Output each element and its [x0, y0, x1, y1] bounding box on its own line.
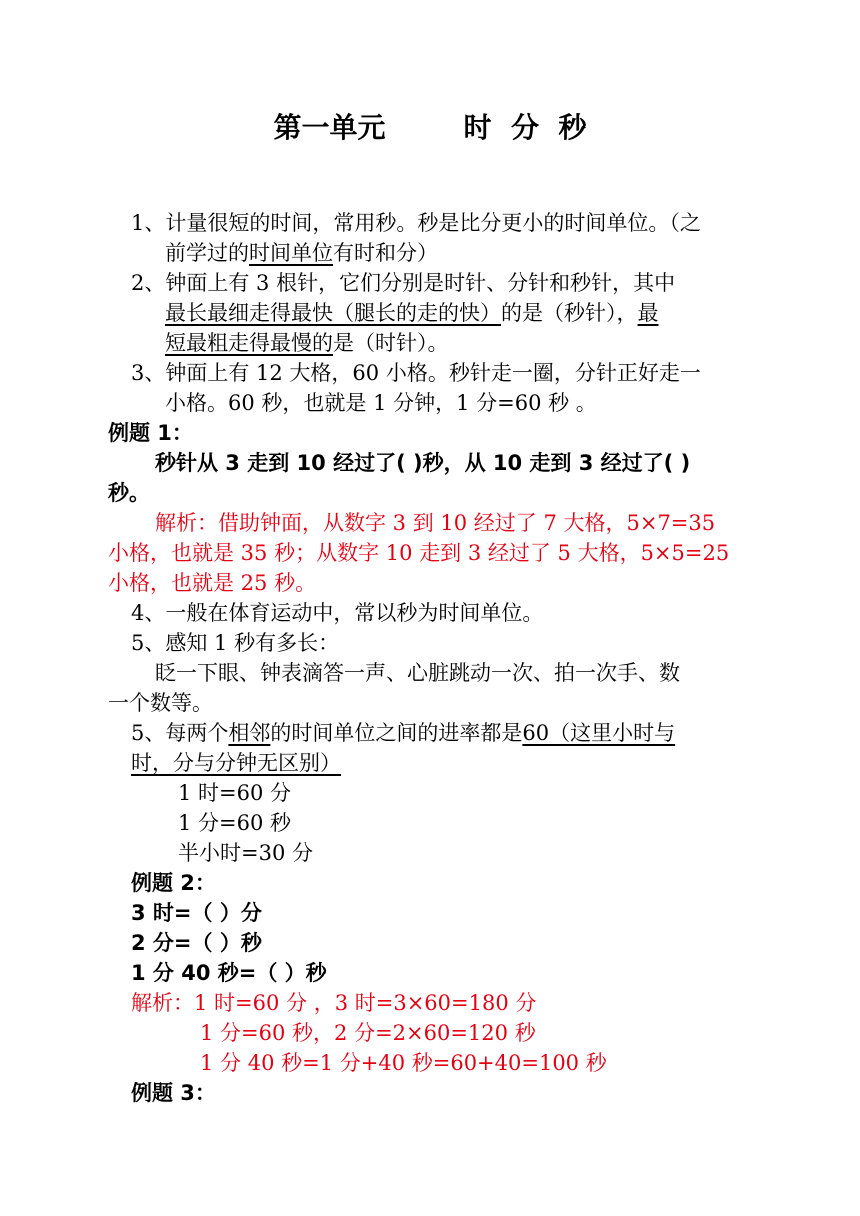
- point-5-line-1: 5、感知 1 秒有多长：: [131, 631, 340, 655]
- example-1-answer-line-1: 解析：借助钟面，从数字 3 到 10 经过了 7 大格，5×7=35: [155, 511, 716, 535]
- point-1-line-1: 1、计量很短的时间，常用秒。秒是比分更小的时间单位。（之: [131, 211, 701, 235]
- point-2-line-1: 2、钟面上有 3 根针，它们分别是时针、分针和秒针，其中: [131, 271, 676, 295]
- example-2-question-3: 1 分 40 秒=（ ）秒: [131, 961, 327, 985]
- formula-3: 半小时=30 分: [178, 841, 313, 865]
- point-3-line-2: 小格。60 秒，也就是 1 分钟，1 分=60 秒 。: [165, 391, 597, 415]
- point-6-line-1: 5、每两个相邻的时间单位之间的进率都是60（这里小时与: [131, 721, 676, 745]
- point-5-line-3: 一个数等。: [108, 691, 213, 715]
- example-1-question-line-1: 秒针从 3 走到 10 经过了( )秒，从 10 走到 3 经过了( ): [155, 451, 691, 475]
- underlined-term: 时间单位: [249, 241, 333, 265]
- point-6-line-2: [131, 748, 341, 778]
- example-1-answer-line-2: 小格，也就是 35 秒；从数字 10 走到 3 经过了 5 大格，5×5=25: [108, 541, 730, 565]
- point-4: 4、一般在体育运动中，常以秒为时间单位。: [131, 601, 544, 625]
- formula-2: 1 分=60 秒: [178, 811, 292, 835]
- underlined-phrase: 短最粗走得最慢的: [165, 331, 333, 355]
- example-1-question-line-2: 秒。: [108, 481, 150, 505]
- example-2-answer-1: 解析：1 时=60 分 ，3 时=3×60=180 分: [131, 991, 537, 1015]
- point-2-line-3: 短最粗走得最慢的是（时针）。: [165, 331, 449, 355]
- formula-1: 1 时=60 分: [178, 781, 292, 805]
- point-1-line-2: 前学过的时间单位有时和分）: [165, 241, 438, 265]
- point-5-line-2: 眨一下眼、钟表滴答一声、心脏跳动一次、拍一次手、数: [155, 661, 680, 685]
- example-2-answer-3: 1 分 40 秒=1 分+40 秒=60+40=100 秒: [200, 1051, 607, 1075]
- point-3-line-1: 3、钟面上有 12 大格，60 小格。秒针走一圈，分针正好走一: [131, 361, 701, 385]
- underlined-term: 相邻: [228, 721, 271, 745]
- underlined-phrase: 时，分与分钟无区别）: [131, 751, 341, 775]
- example-3-label: 例题 3：: [131, 1081, 216, 1105]
- example-2-answer-2: 1 分=60 秒，2 分=2×60=120 秒: [200, 1021, 536, 1045]
- underlined-phrase: 60（这里小时与: [522, 721, 676, 745]
- example-1-label: 例题 1：: [108, 421, 193, 445]
- example-2-label: 例题 2：: [131, 871, 216, 895]
- point-2-line-2: 最长最细走得最快（腿长的走的快）的是（秒针），最: [165, 301, 659, 325]
- example-2-question-2: 2 分=（ ）秒: [131, 931, 262, 955]
- page-title: 第一单元 时 分 秒: [273, 111, 587, 144]
- example-1-answer-line-3: 小格，也就是 25 秒。: [108, 571, 317, 595]
- example-2-question-1: 3 时=（ ）分: [131, 901, 262, 925]
- underlined-phrase: 最长最细走得最快（腿长的走的快）: [165, 301, 501, 325]
